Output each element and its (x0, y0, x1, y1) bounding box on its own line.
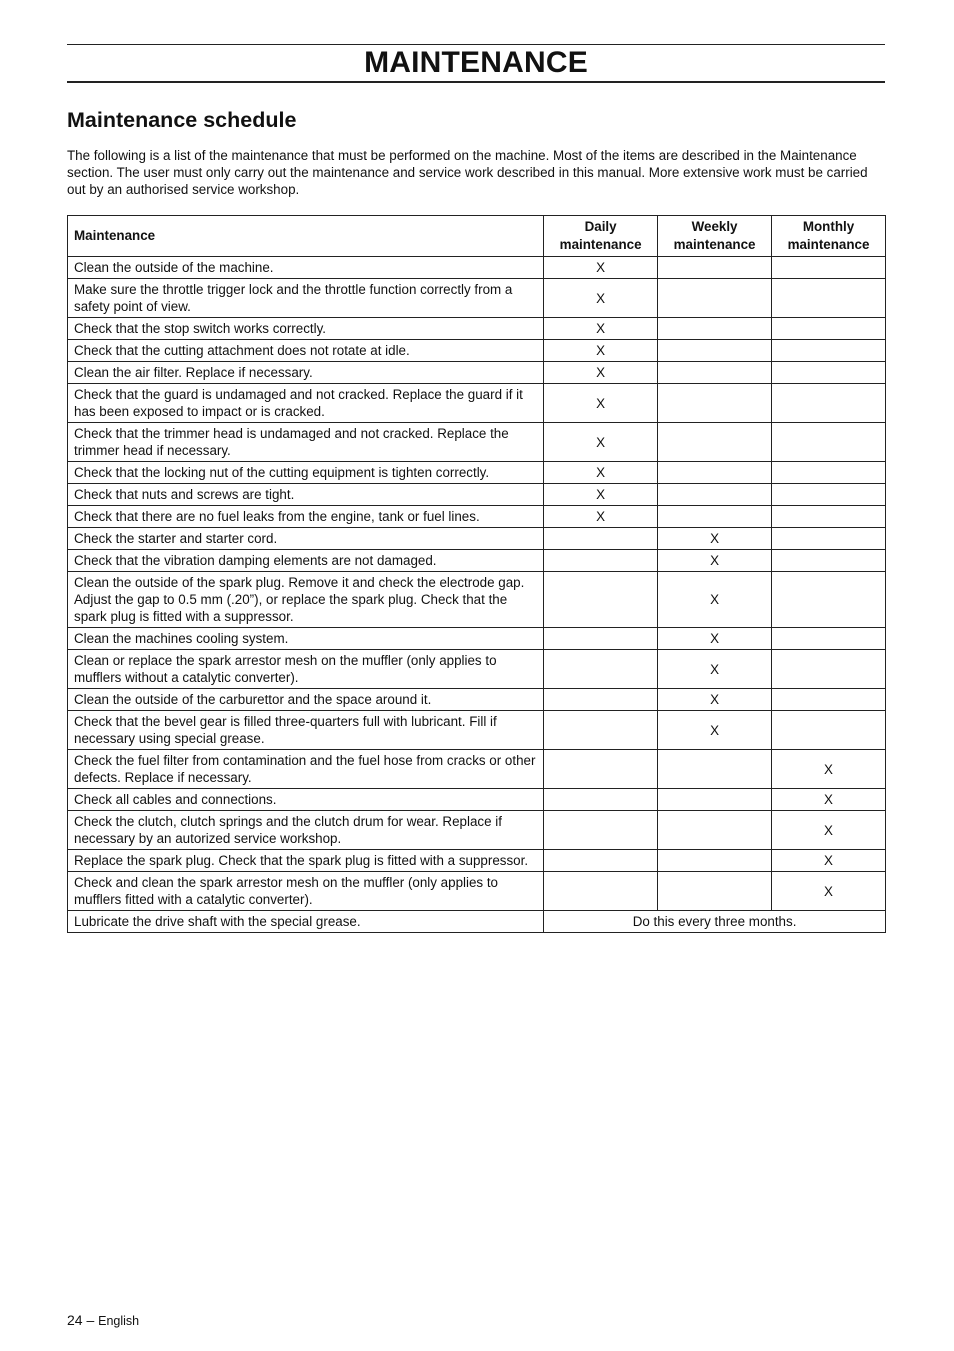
table-body (68, 257, 886, 933)
task-cell: Check that the bevel gear is filled three-quarters full with lubricant. Fill if necessary using special grease. (68, 711, 544, 750)
monthly-cell (772, 528, 886, 550)
monthly-cell (772, 340, 886, 362)
daily-cell: X (544, 362, 658, 384)
monthly-cell (772, 572, 886, 628)
table-row (68, 628, 886, 650)
daily-cell (544, 528, 658, 550)
monthly-cell (772, 484, 886, 506)
monthly-cell (772, 384, 886, 423)
weekly-cell: X (658, 689, 772, 711)
section-title: Maintenance schedule (67, 108, 297, 132)
daily-cell: X (544, 423, 658, 462)
table-row (68, 650, 886, 689)
task-cell: Clean the outside of the spark plug. Remove it and check the electrode gap. Adjust the gap to 0.5 mm (.20”), or replace the spark plug. Check that the spark plug is fitted with a suppressor. (68, 572, 544, 628)
weekly-cell (658, 423, 772, 462)
table-row (68, 340, 886, 362)
monthly-cell: X (772, 872, 886, 911)
column-header-maintenance: Maintenance (68, 216, 544, 257)
table-row (68, 789, 886, 811)
table-row (68, 872, 886, 911)
table-header-row (68, 216, 886, 257)
task-cell: Check and clean the spark arrestor mesh on the muffler (only applies to mufflers fitted with a catalytic converter). (68, 872, 544, 911)
task-cell: Check that there are no fuel leaks from the engine, tank or fuel lines. (68, 506, 544, 528)
table-row (68, 550, 886, 572)
table-row (68, 318, 886, 340)
column-header-daily: Daily maintenance (544, 216, 658, 257)
task-cell: Check that the locking nut of the cutting equipment is tighten correctly. (68, 462, 544, 484)
table-row (68, 462, 886, 484)
table-header (68, 216, 886, 257)
table-row (68, 279, 886, 318)
weekly-cell (658, 340, 772, 362)
daily-cell (544, 650, 658, 689)
weekly-cell: X (658, 711, 772, 750)
weekly-cell (658, 750, 772, 789)
task-cell: Replace the spark plug. Check that the spark plug is fitted with a suppressor. (68, 850, 544, 872)
table-row (68, 572, 886, 628)
daily-cell (544, 572, 658, 628)
task-cell: Check all cables and connections. (68, 789, 544, 811)
footer-language: English (98, 1314, 140, 1328)
weekly-cell (658, 318, 772, 340)
table-row (68, 850, 886, 872)
weekly-cell (658, 811, 772, 850)
weekly-cell (658, 506, 772, 528)
task-cell: Check that the trimmer head is undamaged and not cracked. Replace the trimmer head if necessary. (68, 423, 544, 462)
table-row (68, 362, 886, 384)
table-row (68, 484, 886, 506)
monthly-cell (772, 257, 886, 279)
daily-cell: X (544, 506, 658, 528)
daily-cell (544, 811, 658, 850)
task-cell: Check that the stop switch works correctly. (68, 318, 544, 340)
daily-cell (544, 872, 658, 911)
weekly-cell (658, 850, 772, 872)
weekly-cell (658, 484, 772, 506)
daily-cell: X (544, 462, 658, 484)
monthly-cell: X (772, 789, 886, 811)
column-header-monthly: Monthly maintenance (772, 216, 886, 257)
intro-paragraph: The following is a list of the maintenance that must be performed on the machine. Most of the items are described in the Maintenance section. The user must only carry out the maintenance and service work described in this manual. More extensive work must be carried out by an authorised service workshop. (67, 148, 868, 197)
task-cell: Clean the air filter. Replace if necessary. (68, 362, 544, 384)
page-footer (67, 1311, 139, 1330)
monthly-cell (772, 689, 886, 711)
table-row (68, 711, 886, 750)
daily-cell: X (544, 384, 658, 423)
weekly-cell: X (658, 550, 772, 572)
daily-cell: X (544, 340, 658, 362)
weekly-cell (658, 789, 772, 811)
task-cell: Check that the cutting attachment does not rotate at idle. (68, 340, 544, 362)
monthly-cell (772, 279, 886, 318)
task-cell: Lubricate the drive shaft with the special grease. (68, 911, 544, 933)
table-row (68, 811, 886, 850)
daily-cell: X (544, 484, 658, 506)
table-row (68, 528, 886, 550)
daily-cell: X (544, 257, 658, 279)
weekly-cell (658, 279, 772, 318)
daily-cell (544, 850, 658, 872)
daily-cell (544, 628, 658, 650)
monthly-cell (772, 318, 886, 340)
weekly-cell: X (658, 572, 772, 628)
table-row (68, 506, 886, 528)
daily-cell (544, 689, 658, 711)
monthly-cell (772, 550, 886, 572)
weekly-cell: X (658, 628, 772, 650)
daily-cell (544, 750, 658, 789)
monthly-cell (772, 462, 886, 484)
weekly-cell (658, 257, 772, 279)
table-row (68, 689, 886, 711)
page-header-title: MAINTENANCE (364, 46, 588, 79)
monthly-cell: X (772, 750, 886, 789)
task-cell: Check the fuel filter from contamination and the fuel hose from cracks or other defects. Replace if necessary. (68, 750, 544, 789)
task-cell: Clean the machines cooling system. (68, 628, 544, 650)
daily-cell: X (544, 279, 658, 318)
task-cell: Make sure the throttle trigger lock and the throttle function correctly from a safety point of view. (68, 279, 544, 318)
frequency-note-cell: Do this every three months. (544, 911, 886, 933)
table-row (68, 911, 886, 933)
weekly-cell (658, 872, 772, 911)
task-cell: Check the clutch, clutch springs and the clutch drum for wear. Replace if necessary by an autorized service workshop. (68, 811, 544, 850)
monthly-cell (772, 628, 886, 650)
daily-cell (544, 550, 658, 572)
monthly-cell (772, 650, 886, 689)
task-cell: Check that nuts and screws are tight. (68, 484, 544, 506)
monthly-cell (772, 423, 886, 462)
header-rule-bottom (67, 81, 885, 83)
task-cell: Check that the guard is undamaged and not cracked. Replace the guard if it has been exposed to impact or is cracked. (68, 384, 544, 423)
task-cell: Check the starter and starter cord. (68, 528, 544, 550)
page-number: 24 – (67, 1312, 95, 1328)
monthly-cell: X (772, 850, 886, 872)
daily-cell (544, 711, 658, 750)
monthly-cell (772, 711, 886, 750)
task-cell: Clean the outside of the carburettor and the space around it. (68, 689, 544, 711)
column-header-weekly: Weekly maintenance (658, 216, 772, 257)
weekly-cell: X (658, 528, 772, 550)
daily-cell (544, 789, 658, 811)
monthly-cell (772, 362, 886, 384)
table-row (68, 257, 886, 279)
monthly-cell: X (772, 811, 886, 850)
maintenance-schedule-table (67, 215, 886, 933)
task-cell: Check that the vibration damping elements are not damaged. (68, 550, 544, 572)
task-cell: Clean or replace the spark arrestor mesh on the muffler (only applies to mufflers without a catalytic converter). (68, 650, 544, 689)
monthly-cell (772, 506, 886, 528)
task-cell: Clean the outside of the machine. (68, 257, 544, 279)
daily-cell: X (544, 318, 658, 340)
weekly-cell (658, 362, 772, 384)
weekly-cell (658, 384, 772, 423)
table-row (68, 384, 886, 423)
weekly-cell: X (658, 650, 772, 689)
table-row (68, 423, 886, 462)
weekly-cell (658, 462, 772, 484)
table-row (68, 750, 886, 789)
